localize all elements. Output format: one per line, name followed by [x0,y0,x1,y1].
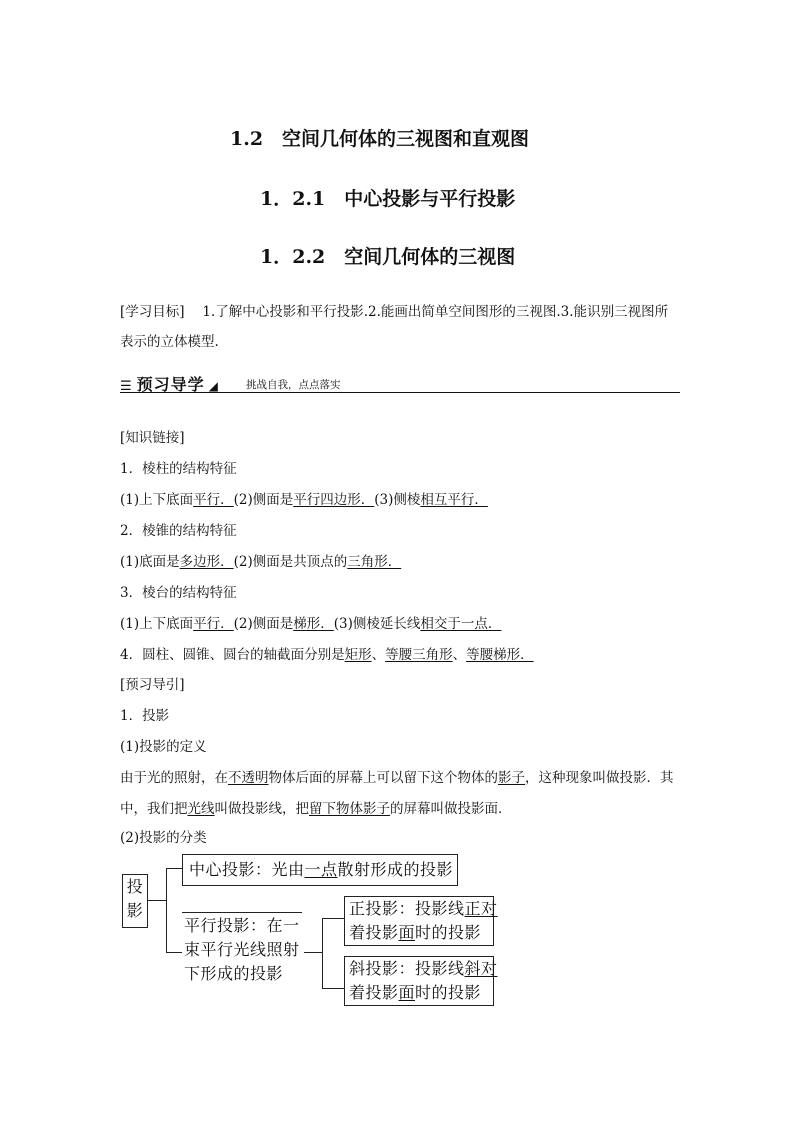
answer-blank: 留下物体影子 [309,801,390,817]
answer-blank: 等腰三角形 [385,647,453,663]
answer-blank: 梯形． [293,616,334,632]
prism-heading: 1．棱柱的结构特征 [120,461,237,477]
connector [148,900,166,901]
connector [322,918,323,988]
answer-blank: 不透明 [228,770,269,786]
answer-blank: 平行． [193,616,234,632]
objectives-label: [学习目标] [120,304,185,320]
definition-line-2: 中，我们把光线叫做投影线，把留下物体影子的屏幕叫做投影面． [120,801,512,817]
objectives-text-1: 1.了解中心投影和平行投影.2.能画出简单空间图形的三视图.3.能识别三视图所 [202,304,669,320]
parallel-projection-block: 平行投影：在一 束平行光线照射 下形成的投影 [184,916,300,983]
banner-rule [120,392,680,393]
preview-guide-heading: [预习导引] [120,677,185,693]
pyramid-heading: 2．棱锥的结构特征 [120,523,237,539]
answer-blank: 三角形． [347,554,402,570]
oblique-projection-box: 斜投影：投影线斜对 着投影面时的投影 [344,956,494,1006]
central-projection-box: 中心投影：光由一点散射形成的投影 [182,854,458,886]
answer-blank: 多边形． [179,554,234,570]
section-title-2-2: 1．2.2 空间几何体的三视图 [260,246,516,268]
projection-classification-diagram [118,848,508,1012]
root-box-projection: 投 影 [122,874,148,928]
answer-blank: 相互平行． [420,492,488,508]
answer-blank: 相交于一点． [420,616,502,632]
answer-blank: 矩形 [344,647,372,663]
axial-section-item: 4．圆柱、圆锥、圆台的轴截面分别是矩形、等腰三角形、等腰梯形． [120,647,534,663]
connector [304,952,322,953]
knowledge-link-heading: [知识链接] [120,430,185,446]
connector [166,952,182,953]
stripe-icon: ☰ [120,379,133,394]
connector [166,868,167,952]
answer-blank: 影子 [498,770,525,786]
answer-blank: 光线 [187,801,215,817]
objectives-line-2: 表示的立体模型. [120,334,219,350]
pyramid-features: (1)底面是多边形．(2)侧面是共顶点的三角形． [120,554,402,570]
definition-line-1: 由于光的照射，在不透明物体后面的屏幕上可以留下这个物体的影子，这种现象叫做投影．其 [120,770,674,786]
answer-blank: 平行四边形． [293,492,375,508]
section-title-2-1: 1．2.1 中心投影与平行投影 [260,188,516,210]
wedge-icon: ◢ [208,379,219,393]
parallel-box-top-border [182,912,302,913]
connector [322,988,344,989]
answer-blank: 平行． [193,492,234,508]
prism-features: (1)上下底面平行．(2)侧面是平行四边形．(3)侧棱相互平行． [120,492,488,508]
connector [166,868,182,869]
frustum-heading: 3．棱台的结构特征 [120,585,237,601]
answer-blank: 等腰梯形． [466,647,534,663]
classification-heading: (2)投影的分类 [120,830,207,846]
objectives-line-1 [120,303,668,321]
page-title: 1.2 空间几何体的三视图和直观图 [230,128,530,150]
frustum-features: (1)上下底面平行．(2)侧面是梯形．(3)侧棱延长线相交于一点． [120,616,502,632]
projection-heading: 1．投影 [120,708,170,724]
projection-definition-heading: (1)投影的定义 [120,739,207,755]
banner-title: 预习导学 [136,375,205,394]
banner-subtitle: 挑战自我，点点落实 [246,379,341,391]
preview-banner [120,372,680,394]
orthographic-projection-box: 正投影：投影线正对 着投影面时的投影 [344,896,494,946]
connector [322,918,344,919]
